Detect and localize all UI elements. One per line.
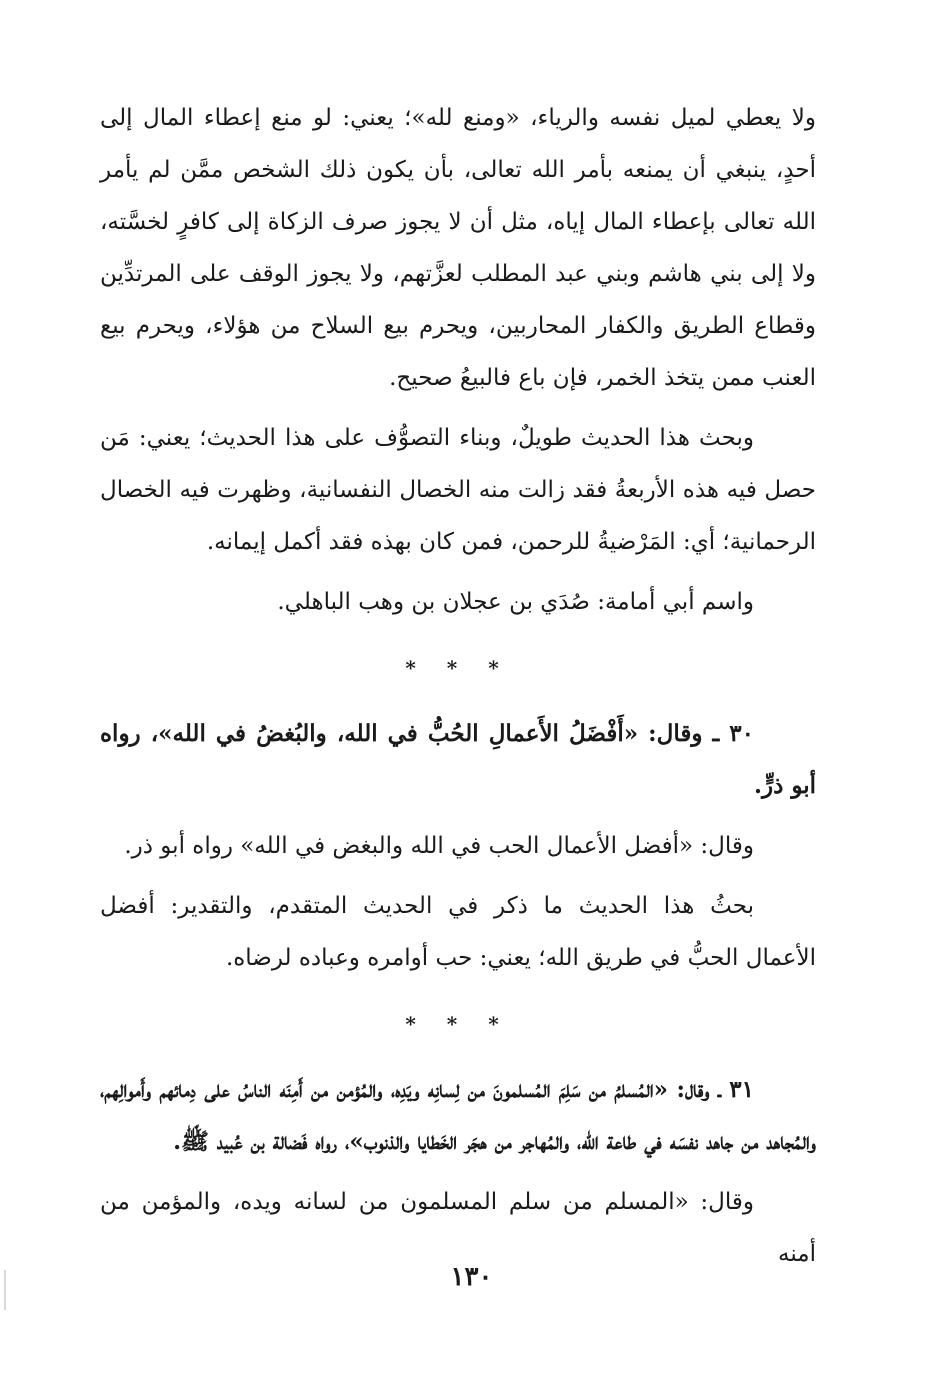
hadith-30: ٣٠ ـ وقال: «أَفْضَلُ الأَعمالِ الحُبُّ في الله، والبُغضُ في الله»، رواه أبو ذرٍّ. [100,720,816,799]
scan-edge-divider [4,1270,6,1310]
page-body [100,92,816,1280]
paragraph-tasawwuf: وبحث هذا الحديث طويلٌ، وبناء التصوُّف على هذا الحديث؛ يعني: مَن حصل فيه هذه الأربعةُ فقد زالت منه الخصال النفسانية، وظهرت فيه الخصال الرحمانية؛ أي: المَرْضيةُ للرحمن، فمن كان بهذه فقد أكمل إيمانه. [100,425,816,555]
section-separator: * * * [405,1012,511,1036]
hadith-31: ٣١ ـ وقال: «المُسلمُ من سَلِمَ المُسلمونَ من لِسانِه ويَدِه، والمُؤمن من أَمِنَه الناسُ على دِمائهم وأَموالِهم، والمُجاهد من جاهد نفسَه في طاعة الله، والمُهاجر من هجَر الخَطايا والذنوب»، رواه فَضالة بن عُبيد ﷺ. [100,1076,816,1155]
paragraph-hadith-31-quote: وقال: «المسلم من سلم المسلمون من لسانه ويده، والمؤمن من أمنه [100,1189,816,1267]
paragraph-hadith-30-quote: وقال: «أفضل الأعمال الحب في الله والبغض في الله» رواه أبو ذر. [124,833,754,859]
paragraph-abu-umama: واسم أبي أمامة: صُدَي بن عجلان بن وهب الباهلي. [277,589,754,615]
paragraph-hadith-30-commentary: بحثُ هذا الحديث ما ذكر في الحديث المتقدم، والتقدير: أفضل الأعمال الحبُّ في طريق الله؛ يعني: حب أوامره وعباده لرضاه. [100,893,816,971]
section-separator: * * * [405,656,511,680]
page-number: ١٣٠ [450,1262,493,1292]
paragraph-zakat: ولا يعطي لميل نفسه والرياء، «ومنع لله»؛ يعني: لو منع إعطاء المال إلى أحدٍ، ينبغي أن يمنعه بأمر الله تعالى، بأن يكون ذلك الشخص ممَّن لم يأمر الله تعالى بإعطاء المال إياه، مثل أن لا يجوز صرف الزكاة إلى كافرٍ لخسَّته، ولا إلى بني هاشم وبني عبد المطلب لعزَّتهم، ولا يجوز الوقف على المرتدِّين وقطاع الطريق والكفار المحاربين، ويحرم بيع السلاح من هؤلاء، ويحرم بيع العنب ممن يتخذ الخمر، فإن باع فالبيعُ صحيح. [100,105,816,391]
